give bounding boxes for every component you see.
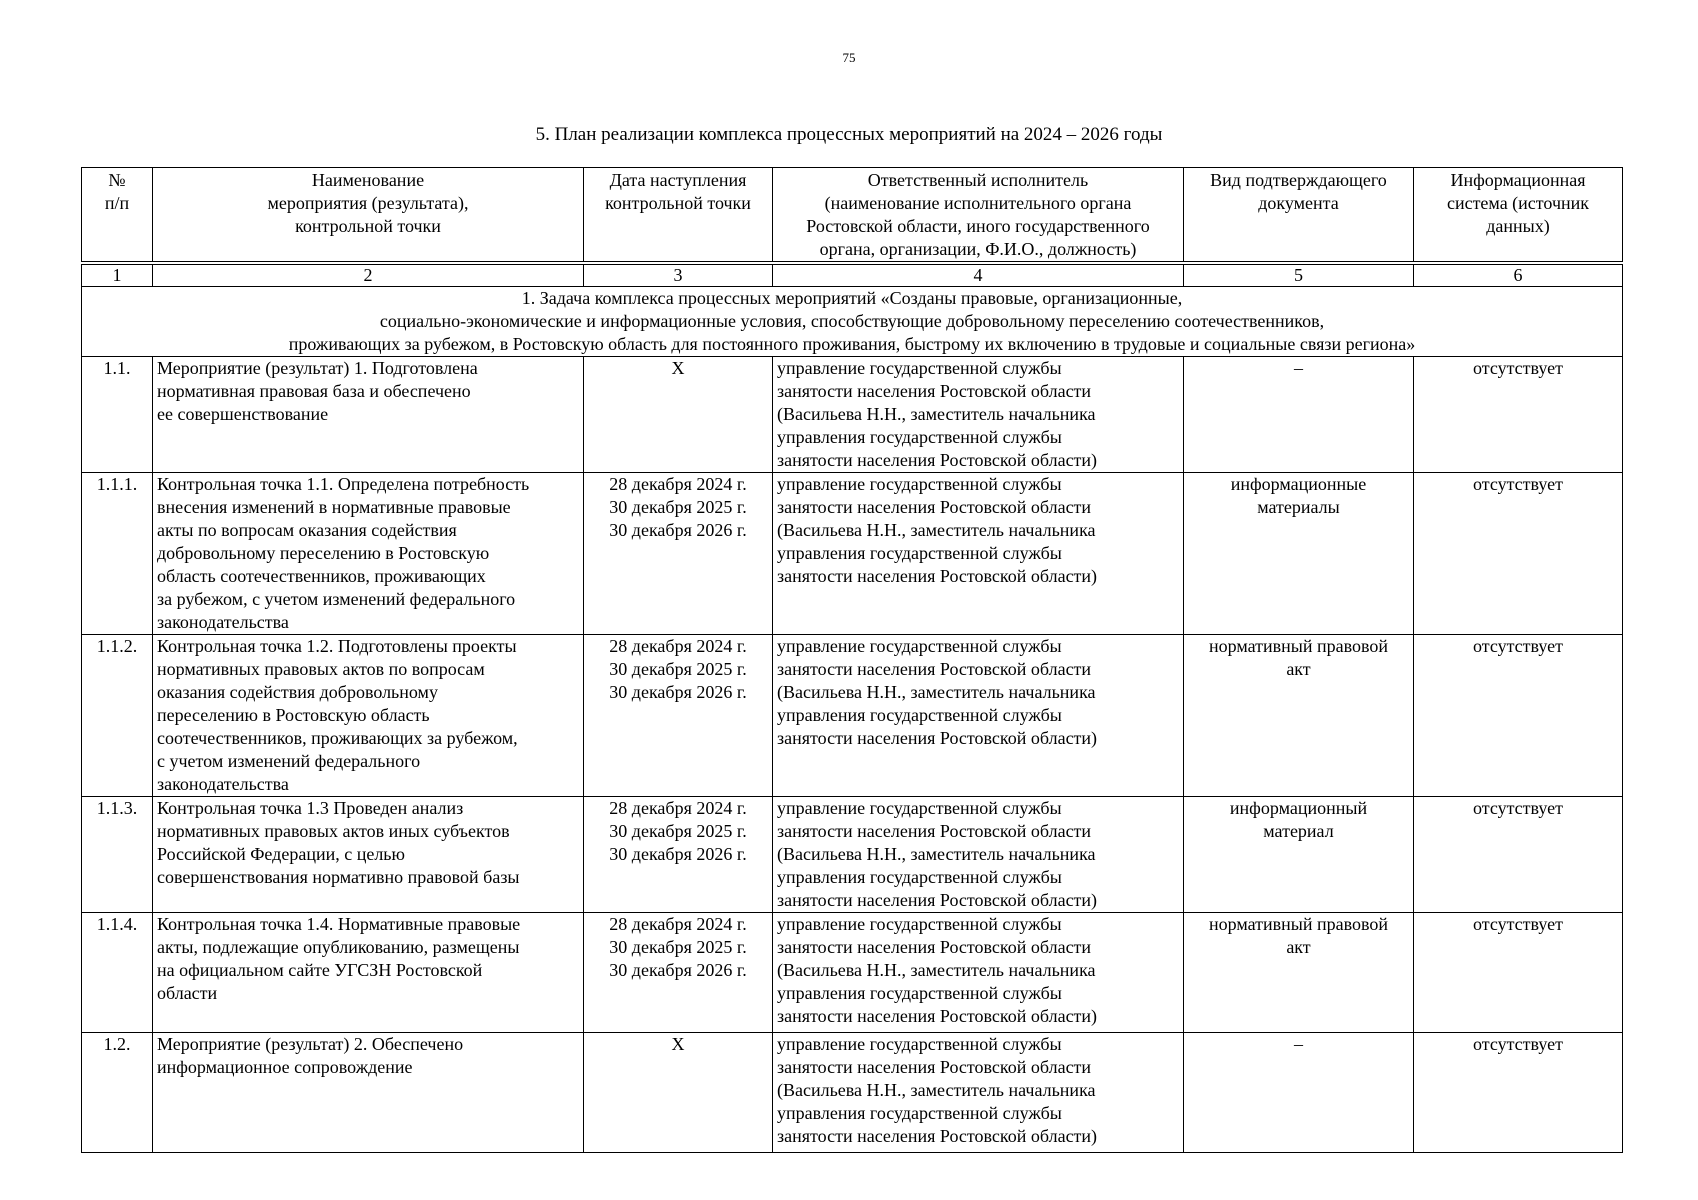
text-line: (Васильева Н.Н., заместитель начальника <box>777 520 1096 540</box>
text-line: занятости населения Ростовской области) <box>777 728 1098 748</box>
text-line: данных) <box>1486 216 1550 236</box>
text-line: социально-экономические и информационные условия, способствующие добровольному переселению соотечественников, <box>379 311 1325 331</box>
cell-date <box>584 797 773 913</box>
cell-executor <box>773 1033 1184 1153</box>
text-line: материалы <box>1257 497 1340 517</box>
cell-executor <box>773 913 1184 1033</box>
text-line: отсутствует <box>1472 798 1564 818</box>
text-line: управления государственной службы <box>777 705 1062 725</box>
text-line: документа <box>1258 193 1339 213</box>
text-line: 30 декабря 2026 г. <box>609 960 747 980</box>
text-line: п/п <box>104 193 130 213</box>
text-line: нормативный правовой <box>1208 914 1388 934</box>
text-line: занятости населения Ростовской области) <box>777 890 1098 910</box>
header-cell-executor <box>773 168 1184 264</box>
text-line: Российской Федерации, с целью <box>157 844 405 864</box>
header-cell-name <box>153 168 584 264</box>
text-line: акты, подлежащие опубликованию, размещены <box>157 937 520 957</box>
text-line: Контрольная точка 1.4. Нормативные правовые <box>157 914 521 934</box>
text-line: управления государственной службы <box>777 543 1062 563</box>
cell-date <box>584 1033 773 1153</box>
table-row <box>82 1033 1623 1153</box>
column-number: 4 <box>773 263 1184 287</box>
text-line: Мероприятие (результат) 1. Подготовлена <box>157 358 478 378</box>
column-number: 6 <box>1414 263 1623 287</box>
text-line: переселению в Ростовскую область <box>157 705 430 725</box>
section-row <box>82 287 1623 357</box>
text-line: – <box>1294 358 1303 378</box>
text-line: области <box>157 983 218 1003</box>
text-line: отсутствует <box>1472 474 1564 494</box>
cell-document <box>1184 1033 1414 1153</box>
text-line: управление государственной службы <box>777 914 1062 934</box>
column-number: 5 <box>1184 263 1414 287</box>
cell-document <box>1184 635 1414 797</box>
column-number-row <box>82 263 1623 287</box>
text-line: – <box>1294 1034 1303 1054</box>
text-line: информационное сопровождение <box>157 1057 413 1077</box>
header-cell-document <box>1184 168 1414 264</box>
text-line: занятости населения Ростовской области <box>777 1057 1092 1077</box>
text-line: занятости населения Ростовской области) <box>777 450 1098 470</box>
text-line: нормативный правовой <box>1208 636 1388 656</box>
text-line: занятости населения Ростовской области) <box>777 1006 1098 1026</box>
section-task-cell <box>82 287 1623 357</box>
cell-number: 1.1.1. <box>82 473 153 635</box>
text-line: отсутствует <box>1472 1034 1564 1054</box>
cell-number: 1.1.4. <box>82 913 153 1033</box>
text-line: Дата наступления <box>609 170 747 190</box>
text-line: занятости населения Ростовской области <box>777 659 1092 679</box>
text-line: № <box>108 170 126 190</box>
text-line: область соотечественников, проживающих <box>157 566 486 586</box>
text-line: Мероприятие (результат) 2. Обеспечено <box>157 1034 464 1054</box>
text-line: X <box>671 1034 685 1054</box>
text-line: нормативных правовых актов по вопросам <box>157 659 485 679</box>
text-line: акт <box>1286 659 1311 679</box>
text-line: занятости населения Ростовской области <box>777 381 1092 401</box>
text-line: 30 декабря 2026 г. <box>609 682 747 702</box>
cell-document <box>1184 913 1414 1033</box>
text-line: (Васильева Н.Н., заместитель начальника <box>777 844 1096 864</box>
text-line: управление государственной службы <box>777 1034 1062 1054</box>
text-line: добровольному переселению в Ростовскую <box>157 543 490 563</box>
text-line: управление государственной службы <box>777 798 1062 818</box>
cell-number: 1.1.2. <box>82 635 153 797</box>
cell-number: 1.1.3. <box>82 797 153 913</box>
text-line: ее совершенствование <box>157 404 329 424</box>
cell-name <box>153 635 584 797</box>
text-line: Ростовской области, иного государственного <box>806 216 1150 236</box>
text-line: управление государственной службы <box>777 636 1062 656</box>
cell-document <box>1184 473 1414 635</box>
cell-system <box>1414 357 1623 473</box>
text-line: законодательства <box>157 774 289 794</box>
text-line: материал <box>1263 821 1334 841</box>
table-row <box>82 797 1623 913</box>
text-line: отсутствует <box>1472 358 1564 378</box>
text-line: Контрольная точка 1.1. Определена потребность <box>157 474 530 494</box>
text-line: контрольной точки <box>605 193 751 213</box>
document-title: 5. План реализации комплекса процессных мероприятий на 2024 – 2026 годы <box>535 124 1163 145</box>
text-line: Контрольная точка 1.3 Проведен анализ <box>157 798 464 818</box>
text-line: 30 декабря 2025 г. <box>609 659 747 679</box>
text-line: Ответственный исполнитель <box>867 170 1089 190</box>
text-line: акт <box>1286 937 1311 957</box>
cell-executor <box>773 797 1184 913</box>
table-row <box>82 635 1623 797</box>
header-row <box>82 168 1623 264</box>
text-line: занятости населения Ростовской области) <box>777 1126 1098 1146</box>
text-line: (Васильева Н.Н., заместитель начальника <box>777 682 1096 702</box>
text-line: оказания содействия добровольному <box>157 682 438 702</box>
cell-number: 1.2. <box>82 1033 153 1153</box>
cell-name <box>153 357 584 473</box>
text-line: (наименование исполнительного органа <box>824 193 1132 213</box>
text-line: 28 декабря 2024 г. <box>609 636 747 656</box>
cell-number: 1.1. <box>82 357 153 473</box>
text-line: 28 декабря 2024 г. <box>609 914 747 934</box>
table-row <box>82 473 1623 635</box>
text-line: X <box>671 358 685 378</box>
text-line: (Васильева Н.Н., заместитель начальника <box>777 1080 1096 1100</box>
cell-system <box>1414 473 1623 635</box>
text-line: законодательства <box>157 612 289 632</box>
cell-date <box>584 473 773 635</box>
text-line: 30 декабря 2026 г. <box>609 520 747 540</box>
cell-name <box>153 473 584 635</box>
text-line: управления государственной службы <box>777 983 1062 1003</box>
text-line: занятости населения Ростовской области <box>777 937 1092 957</box>
cell-system <box>1414 635 1623 797</box>
plan-table <box>81 167 1623 1153</box>
cell-name <box>153 797 584 913</box>
table-row <box>82 357 1623 473</box>
text-line: 28 декабря 2024 г. <box>609 798 747 818</box>
cell-system <box>1414 797 1623 913</box>
cell-executor <box>773 357 1184 473</box>
text-line: 30 декабря 2026 г. <box>609 844 747 864</box>
text-line: нормативная правовая база и обеспечено <box>157 381 471 401</box>
text-line: управления государственной службы <box>777 1103 1062 1123</box>
text-line: мероприятия (результата), <box>267 193 469 213</box>
table-row <box>82 913 1623 1033</box>
header-cell-number <box>82 168 153 264</box>
text-line: отсутствует <box>1472 636 1564 656</box>
cell-date <box>584 357 773 473</box>
cell-document <box>1184 357 1414 473</box>
cell-system <box>1414 1033 1623 1153</box>
text-line: система (источник <box>1446 193 1590 213</box>
text-line: 28 декабря 2024 г. <box>609 474 747 494</box>
text-line: занятости населения Ростовской области) <box>777 566 1098 586</box>
cell-executor <box>773 635 1184 797</box>
cell-date <box>584 913 773 1033</box>
cell-executor <box>773 473 1184 635</box>
column-number: 3 <box>584 263 773 287</box>
text-line: на официальном сайте УГСЗН Ростовской <box>157 960 483 980</box>
text-line: (Васильева Н.Н., заместитель начальника <box>777 960 1096 980</box>
text-line: совершенствования нормативно правовой базы <box>157 867 520 887</box>
column-number: 2 <box>153 263 584 287</box>
text-line: информационные <box>1230 474 1367 494</box>
cell-date <box>584 635 773 797</box>
text-line: акты по вопросам оказания содействия <box>157 520 457 540</box>
text-line: 30 декабря 2025 г. <box>609 821 747 841</box>
text-line: органа, организации, Ф.И.О., должность) <box>819 239 1137 259</box>
text-line: управление государственной службы <box>777 474 1062 494</box>
text-line: управления государственной службы <box>777 427 1062 447</box>
text-line: информационный <box>1229 798 1368 818</box>
text-line: 1. Задача комплекса процессных мероприятий «Созданы правовые, организационные, <box>521 288 1183 308</box>
header-cell-date <box>584 168 773 264</box>
text-line: нормативных правовых актов иных субъектов <box>157 821 510 841</box>
page-number: 75 <box>842 50 856 65</box>
text-line: внесения изменений в нормативные правовые <box>157 497 511 517</box>
header-cell-system <box>1414 168 1623 264</box>
text-line: управление государственной службы <box>777 358 1062 378</box>
text-line: за рубежом, с учетом изменений федерального <box>157 589 516 609</box>
text-line: управления государственной службы <box>777 867 1062 887</box>
text-line: (Васильева Н.Н., заместитель начальника <box>777 404 1096 424</box>
cell-name <box>153 913 584 1033</box>
column-number: 1 <box>82 263 153 287</box>
text-line: занятости населения Ростовской области <box>777 821 1092 841</box>
cell-document <box>1184 797 1414 913</box>
text-line: занятости населения Ростовской области <box>777 497 1092 517</box>
text-line: 30 декабря 2025 г. <box>609 937 747 957</box>
cell-system <box>1414 913 1623 1033</box>
text-line: Наименование <box>311 170 425 190</box>
text-line: Информационная <box>1450 170 1586 190</box>
text-line: контрольной точки <box>295 216 441 236</box>
text-line: с учетом изменений федерального <box>157 751 421 771</box>
text-line: соотечественников, проживающих за рубежом, <box>157 728 518 748</box>
text-line: 30 декабря 2025 г. <box>609 497 747 517</box>
text-line: отсутствует <box>1472 914 1564 934</box>
text-line: Контрольная точка 1.2. Подготовлены проекты <box>157 636 517 656</box>
text-line: Вид подтверждающего <box>1210 170 1387 190</box>
text-line: проживающих за рубежом, в Ростовскую область для постоянного проживания, быстрому их включению в трудовые и социальные связи региона» <box>288 334 1416 354</box>
cell-name <box>153 1033 584 1153</box>
